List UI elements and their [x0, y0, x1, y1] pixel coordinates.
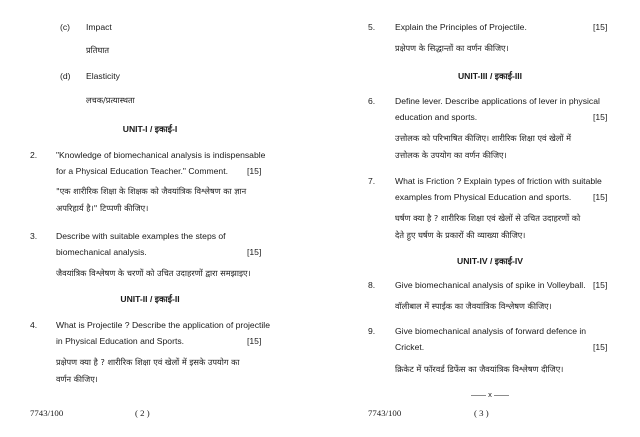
item-c-english: Impact: [86, 22, 112, 32]
right-footer-code: 7743/100: [368, 408, 402, 418]
q8-marks: [15]: [593, 280, 608, 290]
q3-english-line2: biomechanical analysis.: [56, 247, 147, 257]
q6-marks: [15]: [593, 112, 608, 122]
q7-marks: [15]: [593, 192, 608, 202]
q6-hindi-line1: उत्तोलक को परिभाषित कीजिए। शारीरिक शिक्षा एवं खेलों में: [395, 133, 572, 143]
left-footer-page-number: ( 2 ): [135, 408, 150, 418]
right-footer-page-number: ( 3 ): [474, 408, 489, 418]
q2-english-line2: for a Physical Education Teacher." Comment.: [56, 166, 228, 176]
q3-marks: [15]: [247, 247, 262, 257]
q9-english-line2: Cricket.: [395, 342, 425, 352]
q8-english-line1: Give biomechanical analysis of spike in Volleyball.: [395, 280, 586, 290]
q2-english-line1: "Knowledge of biomechanical analysis is indispensable: [56, 150, 266, 160]
q2-marks: [15]: [247, 166, 262, 176]
item-c-hindi: प्रतिघात: [86, 45, 110, 55]
q7-english-line2: examples from Physical Education and sports.: [395, 192, 572, 202]
item-c-label: (c): [60, 22, 71, 32]
q3-english-line1: Describe with suitable examples the steps of: [56, 231, 226, 241]
q4-english-line1: What is Projectile ? Describe the application of projectile: [56, 320, 270, 330]
unit3-heading: UNIT-III / इकाई-III: [457, 71, 523, 81]
q2-number: 2.: [30, 150, 38, 160]
q9-number: 9.: [368, 326, 376, 336]
q2-hindi-line2: अपरिहार्य है।" टिप्पणी कीजिए।: [56, 203, 149, 213]
item-d-label: (d): [60, 71, 71, 81]
q8-hindi-line1: वॉलीबाल में स्पाईक का जैवयांत्रिक विश्लेषण कीजिए।: [395, 301, 552, 311]
q9-english-line1: Give biomechanical analysis of forward defence in: [395, 326, 587, 336]
q6-number: 6.: [368, 96, 376, 106]
q7-number: 7.: [368, 176, 376, 186]
unit1-heading: UNIT-I / इकाई-I: [122, 124, 178, 134]
unit2-heading: UNIT-II / इकाई-II: [120, 294, 180, 304]
q5-number: 5.: [368, 22, 376, 32]
item-d-english: Elasticity: [86, 71, 120, 81]
q3-hindi-line1: जैवयांत्रिक विश्लेषण के चरणों को उचित उदाहरणों द्वारा समझाइए।: [56, 268, 251, 278]
q7-hindi-line2: देते हुए घर्षण के प्रकारों की व्याख्या कीजिए।: [395, 230, 526, 240]
q2-hindi-line1: "एक शारीरिक शिक्षा के शिक्षक को जैवयांत्रिक विश्लेषण का ज्ञान: [56, 186, 247, 196]
q9-hindi-line1: क्रिकेट में फॉरवर्ड डिफेंस का जैवयांत्रिक विश्लेषण दीजिए।: [395, 364, 564, 374]
q5-marks: [15]: [593, 22, 608, 32]
q3-number: 3.: [30, 231, 38, 241]
q5-hindi-line1: प्रक्षेपण के सिद्धान्तों का वर्णन कीजिए।: [395, 43, 509, 53]
q6-english-line1: Define lever. Describe applications of lever in physical: [395, 96, 600, 106]
q4-marks: [15]: [247, 336, 262, 346]
q6-english-line2: education and sports.: [395, 112, 478, 122]
end-of-paper-mark: —— x ——: [471, 390, 509, 399]
left-footer-code: 7743/100: [30, 408, 64, 418]
q4-english-line2: in Physical Education and Sports.: [56, 336, 185, 346]
q8-number: 8.: [368, 280, 376, 290]
item-d-hindi: लचक/प्रत्यास्थता: [86, 95, 135, 105]
q6-hindi-line2: उत्तोलक के उपयोग का वर्णन कीजिए।: [395, 150, 507, 160]
q4-hindi-line1: प्रक्षेपण क्या है ? शारीरिक शिक्षा एवं खेलों में इसके उपयोग का: [56, 357, 240, 367]
q4-hindi-line2: वर्णन कीजिए।: [56, 374, 98, 384]
q7-hindi-line1: घर्षण क्या है ? शारीरिक शिक्षा एवं खेलों से उचित उदाहरणों को: [395, 213, 581, 223]
q5-english-line1: Explain the Principles of Projectile.: [395, 22, 527, 32]
q4-number: 4.: [30, 320, 38, 330]
q9-marks: [15]: [593, 342, 608, 352]
unit4-heading: UNIT-IV / इकाई-IV: [457, 256, 523, 266]
q7-english-line1: What is Friction ? Explain types of friction with suitable: [395, 176, 602, 186]
